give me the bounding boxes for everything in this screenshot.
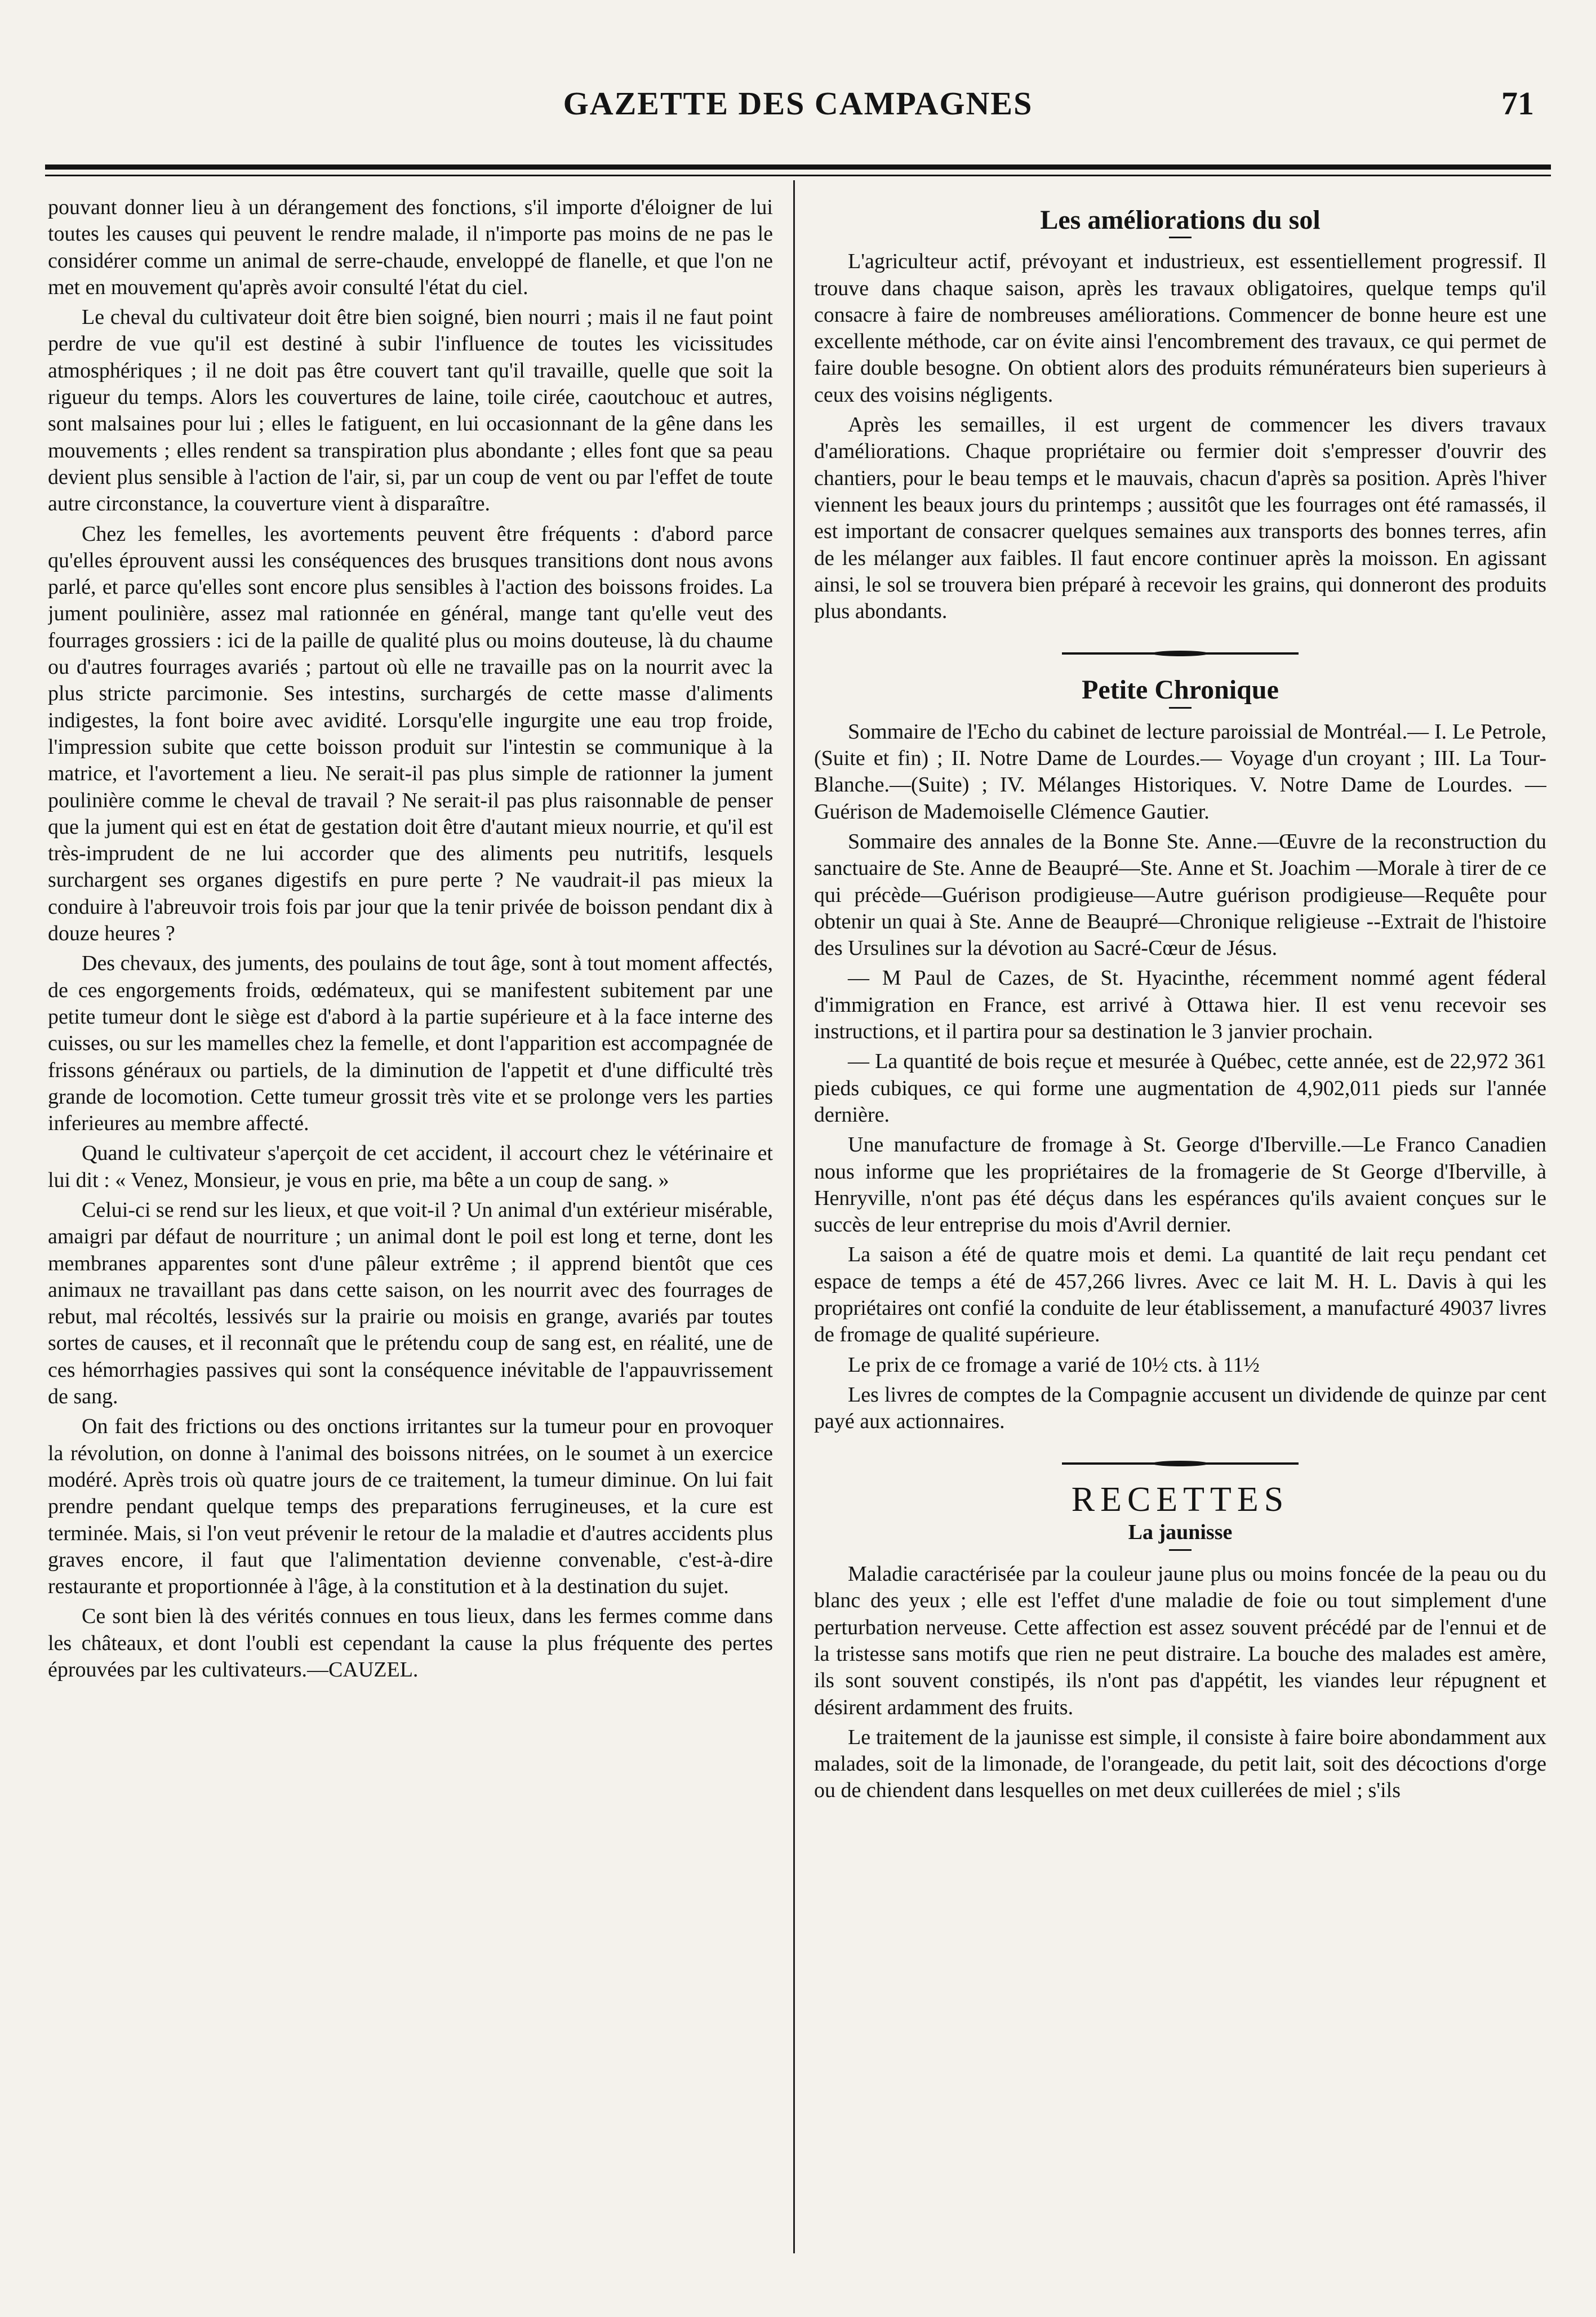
chronique-paragraph: Le prix de ce fromage a varié de 10½ cts. à 11½: [848, 1353, 1260, 1377]
title-dash: [1169, 237, 1192, 238]
title-dash: [1169, 1549, 1192, 1551]
ameliorations-paragraph: Après les semailles, il est urgent de commencer les divers travaux d'améliorations. Chaque propriétaire ou fermier doit s'empresser d'ouvrir des chantiers, pour le beau temps et le mauvais, chacun d'après sa position. Après l'hiver viennent les beaux jours du printemps ; aussitôt que les fourrages ont été ramassés, il est important de consacrer quelques semaines aux transports des bonnes terres, afin de les mélanger aux faibles. Il faut encore continuer après la moisson. En agissant ainsi, le sol se trouvera bien préparé à recevoir les grains, qui donneront des produits plus abondants.: [814, 413, 1546, 624]
chronique-paragraph: Sommaire de l'Echo du cabinet de lecture paroissial de Montréal.— I. Le Petrole, (Suite et fin) ; II. Notre Dame de Lourdes.— Voyage d'un croyant ; III. La Tour-Blanche.—(Suite) ; IV. Mélanges Historiques. V. Notre Dame de Lourdes. —Guérison de Mademoiselle Clémence Gautier.: [814, 719, 1546, 824]
recettes-title: RECETTES: [1071, 1480, 1290, 1519]
section-separator: [1062, 1461, 1299, 1466]
page-header: [45, 85, 1551, 135]
recettes-subtitle: La jaunisse: [1128, 1520, 1233, 1544]
recettes-paragraph: Maladie caractérisée par la couleur jaune plus ou moins foncée de la peau ou du blanc des yeux ; elle est l'effet d'une maladie de foie ou tout simplement d'une perturbation nerveuse. Cette affection est assez souvent précédé par de l'ennui et de la tristesse sans motifs que rien ne peut distraire. La bouche des malades est amère, ils sont souvent constipés, ils n'ont pas d'appétit, les viandes leur répugnent et désirent ardamment des fruits.: [814, 1562, 1546, 1719]
left-paragraph: Le cheval du cultivateur doit être bien soigné, bien nourri ; mais il ne faut point perdre de vue qu'il est destiné à subir l'influence de toutes les vicissitudes atmosphériques ; il ne doit pas être couvert tant qu'il travaille, quelle que soit la rigueur du temps. Alors les couvertures de laine, toile cirée, caoutchouc et autres, sont malsaines pour lui ; elles le fatiguent, en lui occasionnant de la gêne dans les mouvements ; elles rendent sa transpiration plus abondante ; elles font que sa peau devient plus sensible à l'action de l'air, si, par un coup de vent ou par l'effet de toute autre circonstance, la couverture vient à disparaître.: [48, 305, 773, 516]
chronique-paragraph: — La quantité de bois reçue et mesurée à Québec, cette année, est de 22,972 361 pieds cubiques, ce qui forme une augmentation de 4,902,011 pieds sur l'année dernière.: [814, 1049, 1546, 1127]
left-paragraph: Chez les femelles, les avortements peuvent être fréquents : d'abord parce qu'elles éprouvent aussi les conséquences des brusques transitions dont nous avons parlé, et parce qu'elles sont encore plus sensibles à l'action des boissons froides. La jument poulinière, assez mal rationnée en général, mange tant qu'elle veut des fourrages grossiers : ici de la paille de qualité plus ou moins douteuse, là du chaume ou d'autres fourrages avariés ; partout où elle ne travaille pas on la nourrit avec la plus stricte parcimonie. Ses intestins, surchargés de cette masse d'aliments indigestes, la font boire avec avidité. Lorsqu'elle ingurgite une eau trop froide, l'impression subite que cette boisson produit sur l'intestin se communique à la matrice, et l'avortement a lieu. Ne serait-il pas plus simple de rationner la jument poulinière comme le cheval de travail ? Ne serait-il pas plus raisonnable de penser que la jument qui est en état de gestation doit être d'autant mieux nourrie, et qu'il est très-imprudent de ne lui accorder que des aliments peu nutritifs, lesquels surchargent ses organes digestifs en pure perte ? Ne vaudrait-il pas mieux la conduire à l'abreuvoir trois fois par jour que la tenir privée de boisson pendant dix à douze heures ?: [48, 522, 773, 946]
left-paragraph: Quand le cultivateur s'aperçoit de cet accident, il accourt chez le vétérinaire et lui dit : « Venez, Monsieur, je vous en prie, ma bête a un coup de sang. »: [48, 1141, 773, 1192]
recettes-paragraph: Le traitement de la jaunisse est simple, il consiste à faire boire abondamment aux malades, soit de la limonade, de l'orangeade, du petit lait, soit des décoctions d'orge ou de chiendent dans lesquelles on met deux cuillerées de miel ; s'ils: [814, 1725, 1546, 1803]
chronique-paragraph: — M Paul de Cazes, de St. Hyacinthe, récemment nommé agent féderal d'immigration en France, est arrivé à Ottawa hier. Il est venu recevoir ses instructions, et il partira pour sa destination le 3 janvier prochain.: [814, 966, 1546, 1044]
chronique-paragraph: La saison a été de quatre mois et demi. La quantité de lait reçu pendant cet espace de temps a été de 457,266 livres. Avec ce lait M. H. L. Davis à qui les propriétaires ont confié la conduite de leur établissement, a manufacturé 49037 livres de fromage de qualité supérieure.: [814, 1243, 1546, 1347]
left-paragraph: Des chevaux, des juments, des poulains de tout âge, sont à tout moment affectés, de ces engorgements froids, œdémateux, qui se manifestent subitement par une petite tumeur dont le siège est d'abord à la partie supérieure et à la face interne des cuisses, ou sur les mamelles chez la femelle, et dont l'apparition est accompagnée de frissons généraux ou partiels, de la diminution de l'appetit et d'une difficulté très grande de locomotion. Cette tumeur grossit très vite et se prolonge vers les parties inferieures au membre affecté.: [48, 951, 773, 1136]
right-column: [814, 194, 1546, 2286]
left-paragraph: Celui-ci se rend sur les lieux, et que voit-il ? Un animal d'un extérieur misérable, amaigri par défaut de nourriture ; un animal dont le poil est long et terne, dont les membranes apparentes sont d'une pâleur extrême ; il apprend bientôt que ces animaux ne travaillant pas dans cette saison, on les nourrit avec des fourrages de rebut, mal récoltés, lessivés sur la prairie ou moisis en grange, avariés par toutes sortes de causes, et il reconnaît que le prétendu coup de sang est, en réalité, une de ces hémorrhagies passives qui sont la conséquence inévitable de l'appauvrissement de sang.: [48, 1198, 773, 1409]
section-separator: [1062, 651, 1299, 656]
chronique-paragraph: Une manufacture de fromage à St. George d'Iberville.—Le Franco Canadien nous informe que les propriétaires de la fromagerie de St George d'Iberville, à Henryville, n'ont pas été déçus dans les espérances qu'ils avaient conçues sur le succès de leur entreprise du mois d'Avril dernier.: [814, 1133, 1546, 1237]
ameliorations-paragraph: L'agriculteur actif, prévoyant et industrieux, est essentiellement progressif. Il trouve dans chaque saison, après les travaux obligatoires, quelque temps qu'il consacre à faire de nombreuses améliorations. Commencer de bonne heure est une excellente méthode, car on évite ainsi l'encombrement des travaux, ce qui permet de faire double besogne. On obtient alors des produits rémunérateurs bien superieurs à ceux des voisins négligents.: [814, 250, 1546, 407]
left-paragraph: On fait des frictions ou des onctions irritantes sur la tumeur pour en provoquer la révolution, on donne à l'animal des boissons nitrées, on le soumet à un exercice modéré. Après trois où quatre jours de ce traitement, la tumeur diminue. On lui fait prendre pendant quelque temps des preparations ferrugineuses, et la cure est terminée. Mais, si l'on veut prévenir le retour de la maladie et d'autres accidents plus graves encore, il faut que l'alimentation devienne convenable, c'est-à-dire restaurante et proportionnée à l'âge, à la constitution et à la destination du sujet.: [48, 1415, 773, 1599]
chronique-title: Petite Chronique: [1082, 675, 1279, 705]
masthead-title: GAZETTE DES CAMPAGNES: [563, 85, 1033, 122]
chronique-paragraph: Les livres de comptes de la Compagnie accusent un dividende de quinze par cent payé aux actionnaires.: [814, 1382, 1546, 1434]
page-number: 71: [1501, 85, 1534, 122]
left-paragraph: Ce sont bien là des vérités connues en tous lieux, dans les fermes comme dans les châteaux, et dont l'oubli est cependant la cause la plus fréquente des pertes éprouvées par les cultivateurs.—CAUZEL.: [48, 1604, 773, 1682]
title-dash: [1169, 707, 1192, 709]
chronique-paragraph: Sommaire des annales de la Bonne Ste. Anne.—Œuvre de la reconstruction du sanctuaire de Ste. Anne de Beaupré—Ste. Anne et St. Joachim —Morale à tirer de ce qui précède—Guérison prodigieuse—Autre guérison prodigieuse—Requête pour obtenir un quai à Ste. Anne de Beaupré—Chronique religieuse --Extrait de l'histoire des Ursulines sur la dévotion au Sacré-Cœur de Jésus.: [814, 829, 1546, 960]
left-paragraph: pouvant donner lieu à un dérangement des fonctions, s'il importe d'éloigner de lui toutes les causes qui peuvent le rendre malade, il n'importe pas moins de ne pas le considérer comme un animal de serre-chaude, enveloppé de flanelle, et que l'on ne met en mouvement qu'après avoir consulté l'état du ciel.: [48, 195, 773, 299]
header-rule-thin: [45, 175, 1551, 176]
ameliorations-title: Les améliorations du sol: [1040, 205, 1321, 235]
column-divider: [793, 180, 795, 2253]
header-rule-thick: [45, 164, 1551, 170]
left-column: [48, 194, 773, 2286]
